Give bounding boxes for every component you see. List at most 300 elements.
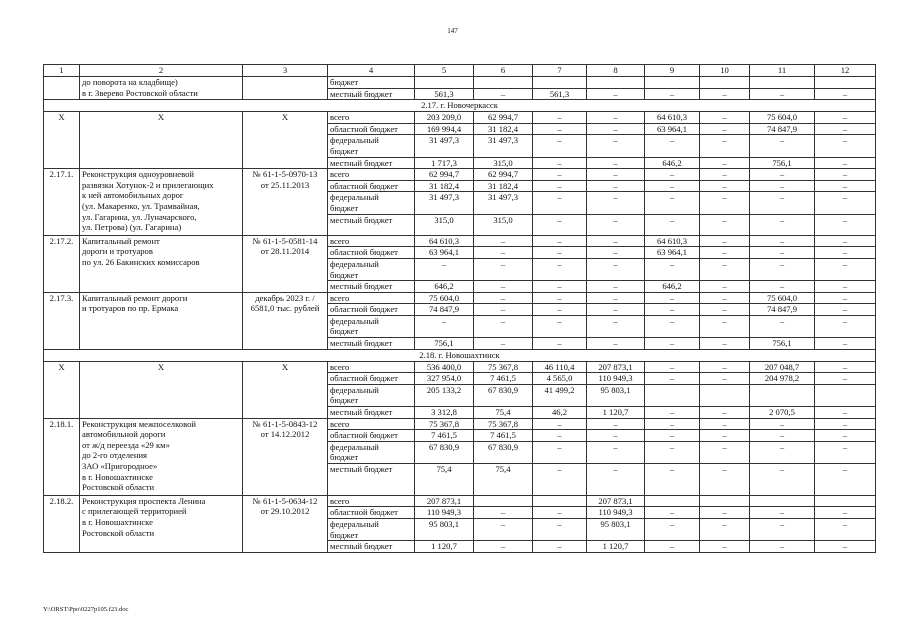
budget-source-line: всего <box>330 112 350 123</box>
project-name-line: в г. Зверево Ростовской области <box>82 87 198 98</box>
column-header: 8 <box>587 65 645 77</box>
value-cell: 75,4 <box>474 407 533 419</box>
value-cell: 95 803,1 <box>587 384 645 406</box>
budget-source <box>328 441 415 463</box>
value-cell <box>645 384 700 406</box>
budget-source <box>328 361 415 373</box>
value-cell: – <box>750 441 815 463</box>
budget-source-line: всего <box>330 495 350 506</box>
value-cell: – <box>533 169 587 181</box>
budget-source-line: областной бюджет <box>330 247 398 258</box>
value-cell: 31 497,3 <box>415 192 474 214</box>
project-name <box>80 495 243 552</box>
document-ref-line: № 61-1-5-0634-12 <box>252 495 318 506</box>
value-cell: – <box>587 338 645 350</box>
project-name <box>80 112 243 169</box>
document-ref-line: 6581,0 тыс. рублей <box>250 303 320 314</box>
value-cell: – <box>700 373 750 385</box>
document-ref <box>243 292 328 349</box>
project-name-line: до 2-го отделения <box>82 450 147 461</box>
column-header: 11 <box>750 65 815 77</box>
value-cell: – <box>474 315 533 337</box>
item-number: 2.18.2. <box>44 495 80 552</box>
item-number <box>44 77 80 100</box>
value-cell: – <box>750 541 815 553</box>
value-cell <box>474 495 533 507</box>
value-cell: – <box>533 157 587 169</box>
project-name <box>80 418 243 495</box>
value-cell <box>700 384 750 406</box>
value-cell: – <box>474 88 533 100</box>
budget-source-line: федеральный <box>330 441 379 452</box>
value-cell: 46 110,4 <box>533 361 587 373</box>
value-cell <box>474 77 533 89</box>
project-name <box>80 361 243 418</box>
value-cell: 95 803,1 <box>415 518 474 540</box>
value-cell: – <box>587 464 645 496</box>
value-cell: – <box>645 315 700 337</box>
value-cell <box>815 495 876 507</box>
budget-source <box>328 281 415 293</box>
section-row <box>44 100 876 112</box>
value-cell: – <box>474 258 533 280</box>
value-cell: 205 133,2 <box>415 384 474 406</box>
value-cell: 646,2 <box>415 281 474 293</box>
value-cell: – <box>645 88 700 100</box>
value-cell: 75,4 <box>415 464 474 496</box>
value-cell: – <box>587 292 645 304</box>
value-cell: – <box>533 418 587 430</box>
value-cell: – <box>700 430 750 442</box>
project-name-line: в г. Новошахтинске <box>82 471 153 482</box>
value-cell: – <box>750 235 815 247</box>
budget-source-line: областной бюджет <box>330 430 398 441</box>
value-cell: 4 565,0 <box>533 373 587 385</box>
budget-source <box>328 123 415 135</box>
value-cell <box>815 384 876 406</box>
project-name <box>80 235 243 292</box>
value-cell: – <box>700 135 750 157</box>
value-cell: 315,0 <box>474 214 533 235</box>
value-cell: – <box>700 304 750 316</box>
value-cell: – <box>750 518 815 540</box>
value-cell: – <box>750 315 815 337</box>
value-cell: – <box>700 418 750 430</box>
value-cell: 756,1 <box>415 338 474 350</box>
value-cell: – <box>645 304 700 316</box>
budget-source <box>328 507 415 519</box>
budget-source-line: федеральный <box>330 518 379 529</box>
table-row <box>44 235 876 247</box>
project-name-line: с прилегающей территорией <box>82 506 187 517</box>
value-cell: – <box>474 247 533 259</box>
value-cell: – <box>815 214 876 235</box>
value-cell: 646,2 <box>645 281 700 293</box>
value-cell: 207 048,7 <box>750 361 815 373</box>
value-cell: 63 964,1 <box>645 247 700 259</box>
value-cell <box>533 77 587 89</box>
value-cell: 1 120,7 <box>587 407 645 419</box>
project-name-line: от ж/д переезда «29 км» <box>82 439 170 450</box>
budget-source <box>328 258 415 280</box>
project-name-line: Реконструкция проспекта Ленина <box>82 495 206 506</box>
value-cell: – <box>815 441 876 463</box>
project-name-line: дороги и тротуаров <box>82 246 153 257</box>
value-cell: – <box>700 407 750 419</box>
value-cell: 204 978,2 <box>750 373 815 385</box>
document-ref-line: № 61-1-5-0581-14 <box>252 235 318 246</box>
value-cell: 74 847,9 <box>750 123 815 135</box>
value-cell: – <box>533 507 587 519</box>
value-cell <box>750 495 815 507</box>
value-cell: 67 830,9 <box>474 384 533 406</box>
section-title: 2.17. г. Новочеркасск <box>44 100 876 112</box>
value-cell: – <box>533 518 587 540</box>
value-cell: – <box>700 507 750 519</box>
value-cell: – <box>587 112 645 124</box>
value-cell: – <box>533 338 587 350</box>
document-ref-line: от 29.10.2012 <box>260 506 310 517</box>
value-cell: 327 954,0 <box>415 373 474 385</box>
value-cell: 561,3 <box>533 88 587 100</box>
value-cell: – <box>700 518 750 540</box>
budget-source-line: всего <box>330 169 350 180</box>
project-name <box>80 77 243 100</box>
value-cell: – <box>750 418 815 430</box>
value-cell: – <box>750 507 815 519</box>
value-cell <box>700 77 750 89</box>
value-cell: 315,0 <box>474 157 533 169</box>
item-number: 2.17.2. <box>44 235 80 292</box>
value-cell: – <box>645 180 700 192</box>
column-header: 2 <box>80 65 243 77</box>
item-number: 2.17.3. <box>44 292 80 349</box>
project-name-line: ул. Гагарина, ул. Луначарского, <box>82 211 197 222</box>
value-cell: – <box>533 247 587 259</box>
value-cell: 31 182,4 <box>474 180 533 192</box>
table-row <box>44 292 876 304</box>
value-cell: – <box>815 518 876 540</box>
value-cell: – <box>474 235 533 247</box>
column-header: 12 <box>815 65 876 77</box>
value-cell: – <box>533 541 587 553</box>
value-cell: – <box>587 214 645 235</box>
value-cell: – <box>700 361 750 373</box>
value-cell: – <box>815 507 876 519</box>
value-cell: 7 461,5 <box>474 430 533 442</box>
project-name <box>80 169 243 236</box>
value-cell: – <box>415 315 474 337</box>
value-cell: – <box>474 281 533 293</box>
document-ref <box>243 361 328 418</box>
project-name-line: до поворота на кладбище) <box>82 77 178 87</box>
value-cell: – <box>645 464 700 496</box>
budget-source <box>328 214 415 235</box>
value-cell: 203 209,0 <box>415 112 474 124</box>
value-cell: 31 182,4 <box>474 123 533 135</box>
value-cell: – <box>474 338 533 350</box>
value-cell <box>415 77 474 89</box>
value-cell <box>750 77 815 89</box>
column-header: 5 <box>415 65 474 77</box>
value-cell: – <box>750 247 815 259</box>
table-row <box>44 169 876 181</box>
value-cell: – <box>474 541 533 553</box>
value-cell: 1 120,7 <box>415 541 474 553</box>
value-cell: 207 873,1 <box>587 361 645 373</box>
value-cell: 75 604,0 <box>750 112 815 124</box>
project-name-line: (ул. Макаренко, ул. Трамвайная, <box>82 200 200 211</box>
value-cell: – <box>533 235 587 247</box>
project-name-line: Ростовской области <box>82 482 155 493</box>
budget-source <box>328 541 415 553</box>
project-name-line: по ул. 26 Бакинских комиссаров <box>82 256 200 267</box>
budget-source-line: областной бюджет <box>330 507 398 518</box>
column-header: 4 <box>328 65 415 77</box>
budget-source <box>328 373 415 385</box>
value-cell: 75 367,8 <box>474 418 533 430</box>
document-ref-line: № 61-1-5-0970-13 <box>252 169 318 180</box>
value-cell <box>815 77 876 89</box>
value-cell: – <box>815 157 876 169</box>
table-row <box>44 112 876 124</box>
value-cell: 46,2 <box>533 407 587 419</box>
value-cell: 1 120,7 <box>587 541 645 553</box>
budget-source-line: областной бюджет <box>330 180 398 191</box>
value-cell: – <box>815 135 876 157</box>
value-cell: – <box>645 518 700 540</box>
value-cell: – <box>533 258 587 280</box>
value-cell: – <box>587 418 645 430</box>
value-cell: – <box>700 292 750 304</box>
budget-source-line: бюджет <box>330 269 359 280</box>
column-header: 6 <box>474 65 533 77</box>
value-cell: – <box>533 112 587 124</box>
value-cell: – <box>750 430 815 442</box>
value-cell: – <box>700 315 750 337</box>
value-cell: – <box>815 169 876 181</box>
budget-source-line: бюджет <box>330 145 359 156</box>
value-cell: 64 610,3 <box>645 235 700 247</box>
value-cell: – <box>815 112 876 124</box>
section-title: 2.18. г. Новошахтинск <box>44 349 876 361</box>
value-cell: – <box>645 169 700 181</box>
project-name-line: и тротуаров по пр. Ермака <box>82 303 179 314</box>
value-cell: – <box>815 88 876 100</box>
item-number: Х <box>44 112 80 169</box>
value-cell: – <box>645 507 700 519</box>
value-cell: – <box>700 169 750 181</box>
budget-source-line: всего <box>330 361 350 372</box>
value-cell: 3 312,8 <box>415 407 474 419</box>
document-ref-line: от 28.11.2014 <box>260 246 310 257</box>
budget-source <box>328 157 415 169</box>
value-cell: – <box>815 235 876 247</box>
column-header: 9 <box>645 65 700 77</box>
value-cell: 67 830,9 <box>415 441 474 463</box>
budget-source-line: бюджет <box>330 326 359 337</box>
table-row <box>44 418 876 430</box>
value-cell: – <box>645 441 700 463</box>
value-cell: 74 847,9 <box>750 304 815 316</box>
value-cell: 62 994,7 <box>474 169 533 181</box>
value-cell: – <box>474 518 533 540</box>
budget-source-line: всего <box>330 235 350 246</box>
value-cell: – <box>700 247 750 259</box>
value-cell: 64 610,3 <box>645 112 700 124</box>
value-cell: – <box>815 407 876 419</box>
value-cell: 41 499,2 <box>533 384 587 406</box>
value-cell: 756,1 <box>750 157 815 169</box>
value-cell: – <box>815 247 876 259</box>
project-name-line: Капитальный ремонт <box>82 235 160 246</box>
value-cell: – <box>645 407 700 419</box>
value-cell: – <box>700 112 750 124</box>
item-number: 2.17.1. <box>44 169 80 236</box>
value-cell: – <box>700 192 750 214</box>
value-cell: – <box>815 373 876 385</box>
table-row <box>44 77 876 89</box>
budget-source-line: местный бюджет <box>330 214 393 225</box>
value-cell: – <box>815 123 876 135</box>
value-cell: – <box>815 192 876 214</box>
value-cell: – <box>645 135 700 157</box>
value-cell: – <box>587 247 645 259</box>
budget-source <box>328 180 415 192</box>
value-cell: – <box>587 258 645 280</box>
value-cell: – <box>645 373 700 385</box>
project-name-line: Реконструкция межпоселковой <box>82 418 196 429</box>
project-name-line: в г. Новошахтинске <box>82 516 153 527</box>
value-cell: – <box>750 169 815 181</box>
value-cell: 62 994,7 <box>474 112 533 124</box>
budget-source-line: федеральный <box>330 258 379 269</box>
value-cell: – <box>700 338 750 350</box>
value-cell: 63 964,1 <box>645 123 700 135</box>
budget-source-line: федеральный <box>330 315 379 326</box>
project-name-line: автомобильной дороги <box>82 429 166 440</box>
value-cell: 75 604,0 <box>750 292 815 304</box>
value-cell: – <box>750 464 815 496</box>
value-cell: 62 994,7 <box>415 169 474 181</box>
value-cell: – <box>533 315 587 337</box>
value-cell: – <box>815 292 876 304</box>
budget-source-line: всего <box>330 292 350 303</box>
value-cell: – <box>533 304 587 316</box>
budget-source <box>328 247 415 259</box>
value-cell: – <box>750 281 815 293</box>
table-row <box>44 495 876 507</box>
budget-source-line: бюджет <box>330 202 359 213</box>
value-cell: – <box>750 192 815 214</box>
value-cell: – <box>815 304 876 316</box>
value-cell: – <box>533 192 587 214</box>
value-cell: – <box>815 281 876 293</box>
value-cell: – <box>533 135 587 157</box>
budget-source-line: бюджет <box>330 452 359 463</box>
budget-source-line: областной бюджет <box>330 123 398 134</box>
value-cell: – <box>533 464 587 496</box>
value-cell: 646,2 <box>645 157 700 169</box>
value-cell: – <box>587 135 645 157</box>
project-name <box>80 292 243 349</box>
project-name-line: ул. Петрова) (ул. Гагарина) <box>82 222 182 233</box>
project-name-line: Реконструкция одноуровневой <box>82 169 194 180</box>
value-cell: – <box>750 214 815 235</box>
column-header: 7 <box>533 65 587 77</box>
value-cell: – <box>815 258 876 280</box>
document-ref <box>243 495 328 552</box>
footer-file-path: Y:\ORST\Ppo\0227p105.f23.doc <box>43 606 129 613</box>
value-cell: – <box>645 192 700 214</box>
project-name-line: Ростовской области <box>82 527 155 538</box>
document-ref <box>243 77 328 100</box>
value-cell <box>533 495 587 507</box>
project-name-line: развязки Хотунок-2 и прилегающих <box>82 179 214 190</box>
document-ref <box>243 235 328 292</box>
value-cell: – <box>645 292 700 304</box>
value-cell: – <box>587 88 645 100</box>
value-cell: – <box>815 464 876 496</box>
budget-source <box>328 315 415 337</box>
budget-source <box>328 464 415 496</box>
column-header: 1 <box>44 65 80 77</box>
document-ref-line: декабрь 2023 г. / <box>255 292 315 303</box>
value-cell: 536 400,0 <box>415 361 474 373</box>
value-cell: – <box>587 157 645 169</box>
value-cell: 75 367,8 <box>415 418 474 430</box>
column-header: 3 <box>243 65 328 77</box>
value-cell: 1 717,3 <box>415 157 474 169</box>
value-cell: 75,4 <box>474 464 533 496</box>
value-cell: 74 847,9 <box>415 304 474 316</box>
value-cell: – <box>700 180 750 192</box>
document-ref-line: № 61-1-5-0843-12 <box>252 418 318 429</box>
value-cell: – <box>587 430 645 442</box>
table-row <box>44 361 876 373</box>
budget-source-line: местный бюджет <box>330 88 393 99</box>
budget-source <box>328 407 415 419</box>
value-cell: – <box>587 281 645 293</box>
project-name-line: ЗАО «Пригородное» <box>82 461 158 471</box>
budget-source <box>328 169 415 181</box>
document-ref <box>243 418 328 495</box>
value-cell: – <box>815 418 876 430</box>
value-cell: 561,3 <box>415 88 474 100</box>
value-cell: – <box>815 430 876 442</box>
value-cell: 31 182,4 <box>415 180 474 192</box>
value-cell: 110 949,3 <box>587 373 645 385</box>
project-name-line: Капитальный ремонт дороги <box>82 292 188 303</box>
document-ref <box>243 169 328 236</box>
budget-source-line: местный бюджет <box>330 157 393 168</box>
value-cell: 95 803,1 <box>587 518 645 540</box>
value-cell: 7 461,5 <box>415 430 474 442</box>
document-ref-line: Х <box>281 112 289 123</box>
section-row <box>44 349 876 361</box>
value-cell <box>645 77 700 89</box>
budget-source <box>328 192 415 214</box>
value-cell: 110 949,3 <box>415 507 474 519</box>
value-cell: 64 610,3 <box>415 235 474 247</box>
value-cell: – <box>645 418 700 430</box>
budget-source <box>328 518 415 540</box>
value-cell: 75 604,0 <box>415 292 474 304</box>
value-cell: – <box>474 507 533 519</box>
value-cell: 207 873,1 <box>587 495 645 507</box>
value-cell: – <box>533 441 587 463</box>
value-cell: – <box>815 541 876 553</box>
